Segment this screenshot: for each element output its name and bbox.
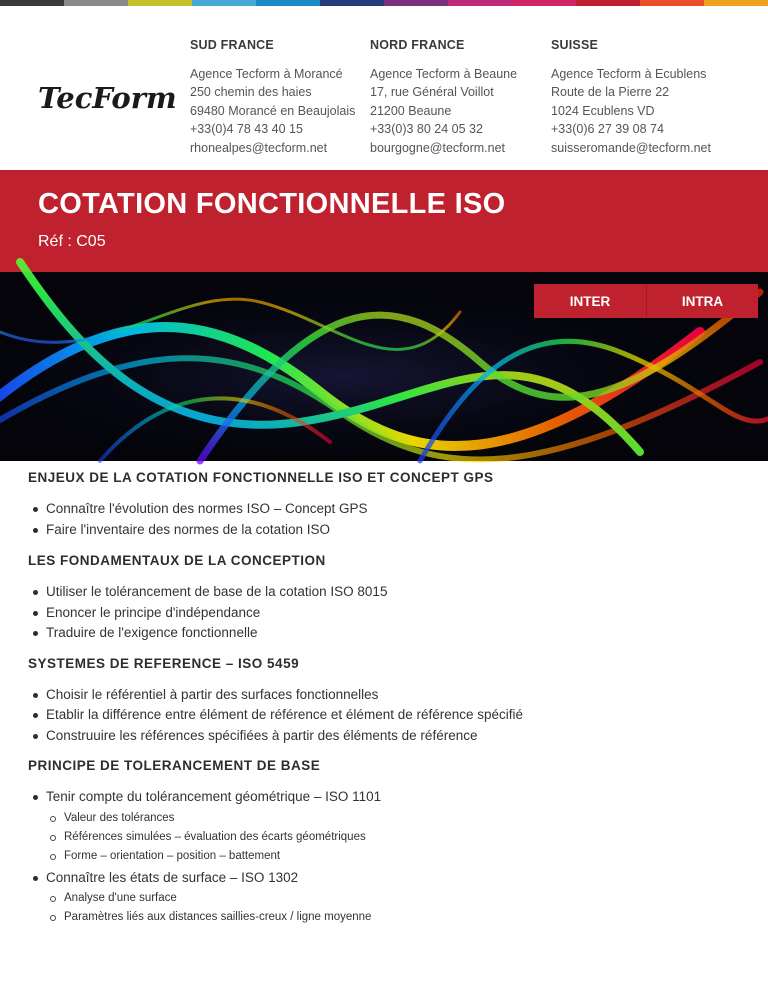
sub-list-item: Analyse d'une surface <box>46 889 748 908</box>
list-item-text: Connaître l'évolution des normes ISO – Concept GPS <box>46 501 368 516</box>
section-title: SYSTEMES DE REFERENCE – ISO 5459 <box>28 655 300 671</box>
page-header <box>0 6 768 170</box>
list-item-text: Faire l'inventaire des normes de la cotation ISO <box>46 521 330 537</box>
hero-banner <box>0 272 768 461</box>
agency-name: Agence Tecform à Beaune <box>370 66 518 81</box>
bullet-list <box>28 582 748 644</box>
training-mode-tabs <box>534 284 758 318</box>
agency-email[interactable]: rhonealpes@tecform.net <box>190 140 328 155</box>
agency-contact <box>551 36 711 158</box>
program-section <box>28 758 748 927</box>
tecform-logo <box>36 74 177 118</box>
agency-region: NORD FRANCE <box>370 38 465 52</box>
list-item-text: Utiliser le tolérancement de base de la cotation ISO 8015 <box>46 584 388 599</box>
agency-name: Agence Tecform à Morancé <box>190 66 343 81</box>
section-title: PRINCIPE DE TOLERANCEMENT DE BASE <box>28 758 321 773</box>
list-item <box>28 787 748 866</box>
list-item-text: Construuire les références spécifiées à partir des éléments de référence <box>46 727 478 743</box>
bullet-list <box>28 787 748 927</box>
course-title-band <box>0 170 768 272</box>
list-item-text: Choisir le référentiel à partir des surfaces fonctionnelles <box>46 686 379 702</box>
list-item <box>28 582 748 603</box>
program-section <box>28 656 748 747</box>
agency-city: 21200 Beaune <box>370 103 452 118</box>
course-title: COTATION FONCTIONNELLE ISO <box>38 188 506 220</box>
agency-phone: +33(0)4 78 43 40 15 <box>190 122 303 137</box>
section-title: LES FONDAMENTAUX DE LA CONCEPTION <box>28 553 326 568</box>
tab-intra[interactable]: INTRA <box>646 284 758 318</box>
bullet-list <box>28 685 748 747</box>
list-item <box>28 705 748 726</box>
program-section <box>28 470 748 540</box>
agency-street: 250 chemin des haies <box>190 85 312 100</box>
section-title: ENJEUX DE LA COTATION FONCTIONNELLE ISO ET CONCEPT GPS <box>28 470 494 485</box>
list-item <box>28 685 748 706</box>
agency-region: SUD FRANCE <box>190 38 274 52</box>
agency-contact <box>370 36 517 158</box>
agency-email[interactable]: suisseromande@tecform.net <box>551 140 711 155</box>
list-item-text: Tenir compte du tolérancement géométrique – ISO 1101 <box>46 789 382 804</box>
list-item <box>28 603 748 624</box>
agency-city: 1024 Ecublens VD <box>551 103 655 118</box>
agency-city: 69480 Morancé en Beaujolais <box>190 103 356 118</box>
list-item-text: Traduire de l'exigence fonctionnelle <box>46 625 258 640</box>
agency-street: Route de la Pierre 22 <box>551 85 670 100</box>
sub-list-item: Forme – orientation – position – battement <box>46 847 748 866</box>
bullet-list <box>28 499 748 540</box>
svg-text:TecForm: TecForm <box>38 81 177 115</box>
sub-list-item: Références simulées – évaluation des écarts géométriques <box>46 828 748 847</box>
list-item-text: Connaître les états de surface – ISO 1302 <box>46 869 299 885</box>
agency-email[interactable]: bourgogne@tecform.net <box>370 140 505 155</box>
agency-contact <box>190 36 355 158</box>
agency-name: Agence Tecform à Ecublens <box>551 66 707 81</box>
agency-region: SUISSE <box>551 38 599 52</box>
tab-inter[interactable]: INTER <box>534 284 646 318</box>
course-reference: Réf : C05 <box>38 233 106 250</box>
list-item <box>28 520 748 541</box>
sub-bullet-list <box>46 809 748 866</box>
agency-phone: +33(0)6 27 39 08 74 <box>551 122 664 137</box>
list-item <box>28 726 748 747</box>
list-item-text: Enoncer le principe d'indépendance <box>46 604 261 620</box>
sub-list-item: Valeur des tolérances <box>46 809 748 828</box>
list-item <box>28 623 748 644</box>
agency-phone: +33(0)3 80 24 05 32 <box>370 122 483 137</box>
program-content <box>28 461 748 929</box>
sub-bullet-list <box>46 889 748 927</box>
list-item-text: Etablir la différence entre élément de référence et élément de référence spécifié <box>46 707 524 722</box>
sub-list-item: Paramètres liés aux distances saillies-creux / ligne moyenne <box>46 908 748 927</box>
program-section <box>28 553 748 644</box>
agency-street: 17, rue Général Voillot <box>370 85 494 100</box>
list-item <box>28 499 748 520</box>
list-item <box>28 868 748 928</box>
